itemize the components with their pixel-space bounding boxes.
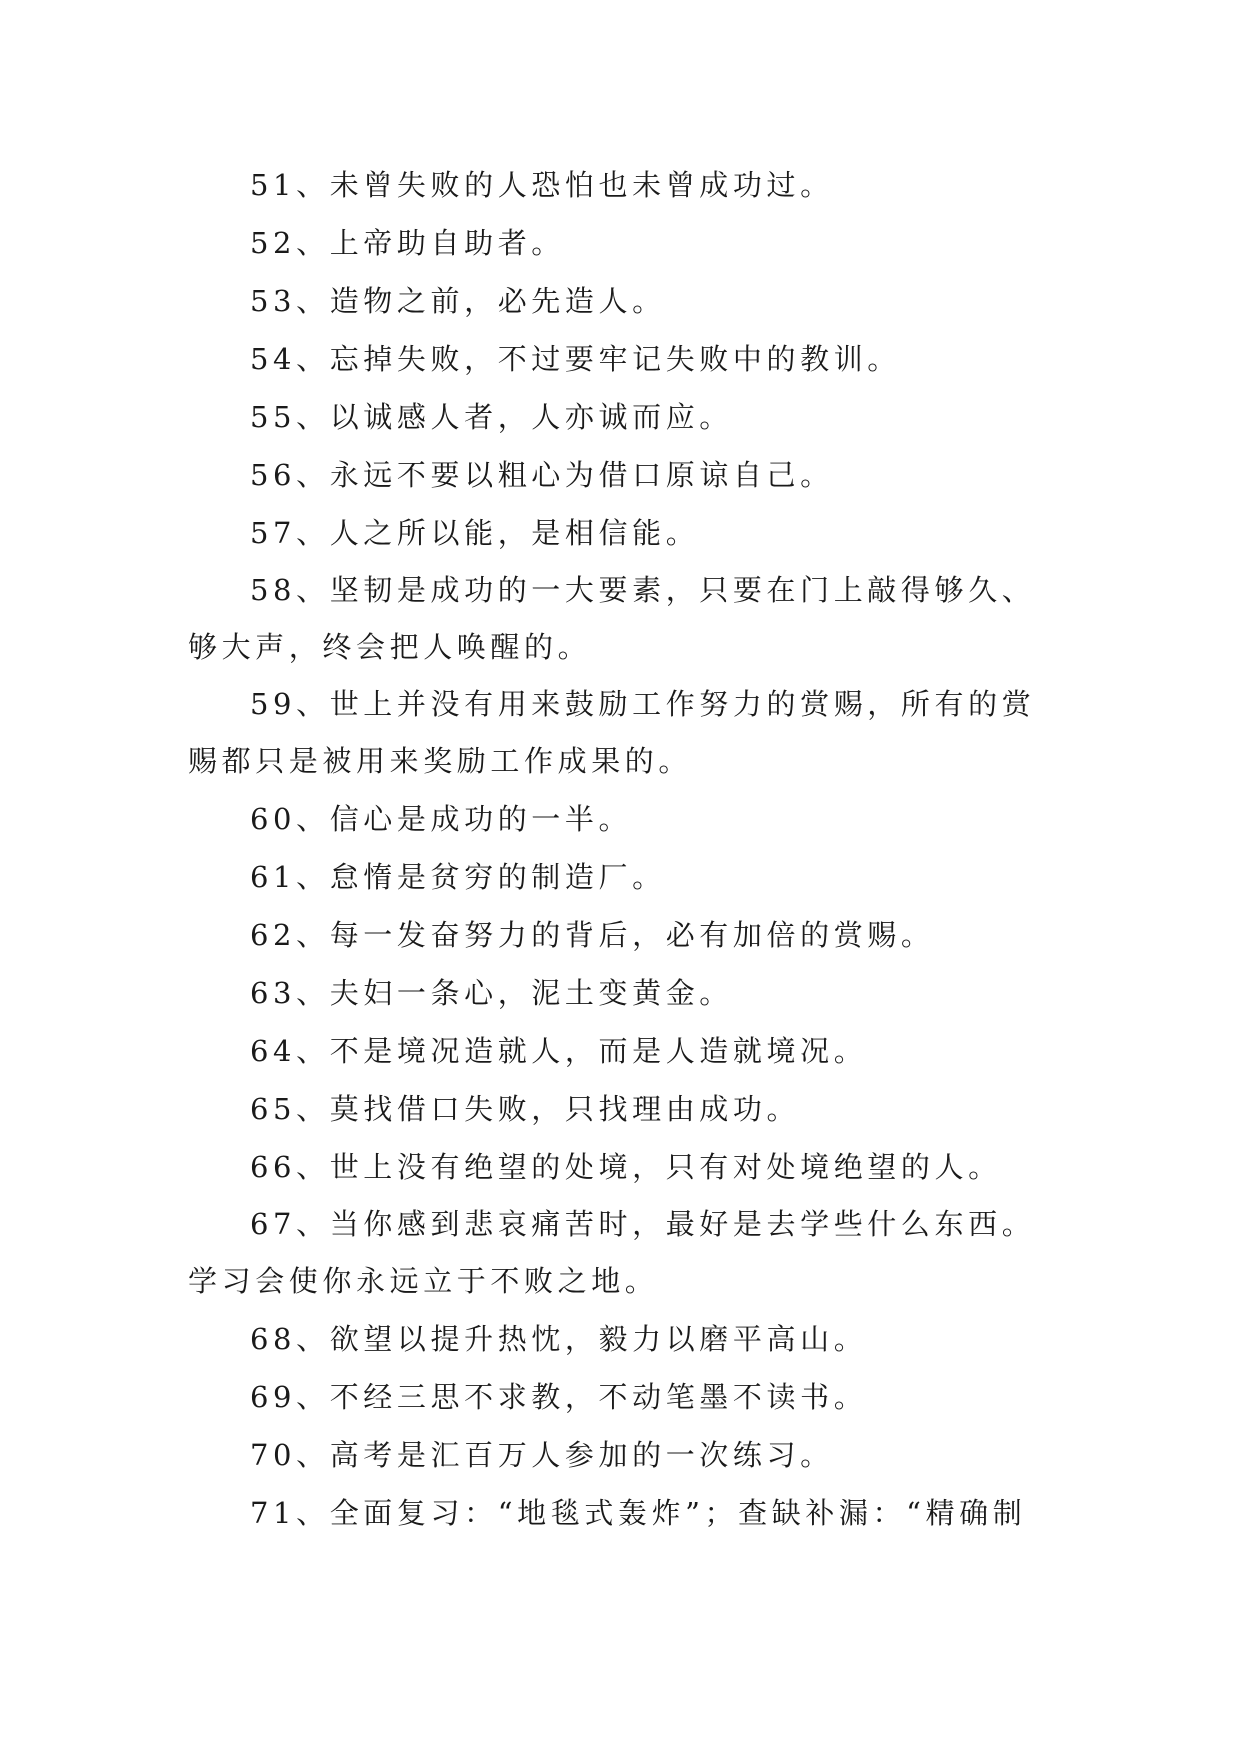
list-item: 67、当你感到悲哀痛苦时，最好是去学些什么东西。学习会使你永远立于不败之地。 <box>188 1207 1036 1298</box>
list-item: 55、以诚感人者，人亦诚而应。 <box>250 400 733 434</box>
list-item: 62、每一发奋努力的背后，必有加倍的赏赐。 <box>250 918 935 952</box>
list-item: 60、信心是成功的一半。 <box>250 802 633 836</box>
list-item: 58、坚韧是成功的一大要素，只要在门上敲得够久、够大声，终会把人唤醒的。 <box>188 573 1036 664</box>
list-item: 53、造物之前，必先造人。 <box>250 284 666 318</box>
list-item: 63、夫妇一条心，泥土变黄金。 <box>250 976 733 1010</box>
list-item: 69、不经三思不求教，不动笔墨不读书。 <box>250 1380 868 1414</box>
quote-list <box>188 156 1058 1542</box>
list-item: 51、未曾失败的人恐怕也未曾成功过。 <box>250 168 834 202</box>
list-item: 66、世上没有绝望的处境，只有对处境绝望的人。 <box>250 1150 1002 1184</box>
list-item: 57、人之所以能，是相信能。 <box>250 516 700 550</box>
list-item: 59、世上并没有用来鼓励工作努力的赏赐，所有的赏赐都只是被用来奖励工作成果的。 <box>188 687 1036 778</box>
list-item: 61、怠惰是贫穷的制造厂。 <box>250 860 666 894</box>
list-item: 56、永远不要以粗心为借口原谅自己。 <box>250 458 834 492</box>
list-item: 65、莫找借口失败，只找理由成功。 <box>250 1092 801 1126</box>
list-item: 64、不是境况造就人，而是人造就境况。 <box>250 1034 868 1068</box>
list-item: 70、高考是汇百万人参加的一次练习。 <box>250 1438 834 1472</box>
list-item: 54、忘掉失败，不过要牢记失败中的教训。 <box>250 342 901 376</box>
list-item: 71、全面复习：“地毯式轰炸”；查缺补漏：“精确制 <box>250 1496 1027 1530</box>
list-item: 52、上帝助自助者。 <box>250 226 565 260</box>
list-item: 68、欲望以提升热忱，毅力以磨平高山。 <box>250 1322 868 1356</box>
